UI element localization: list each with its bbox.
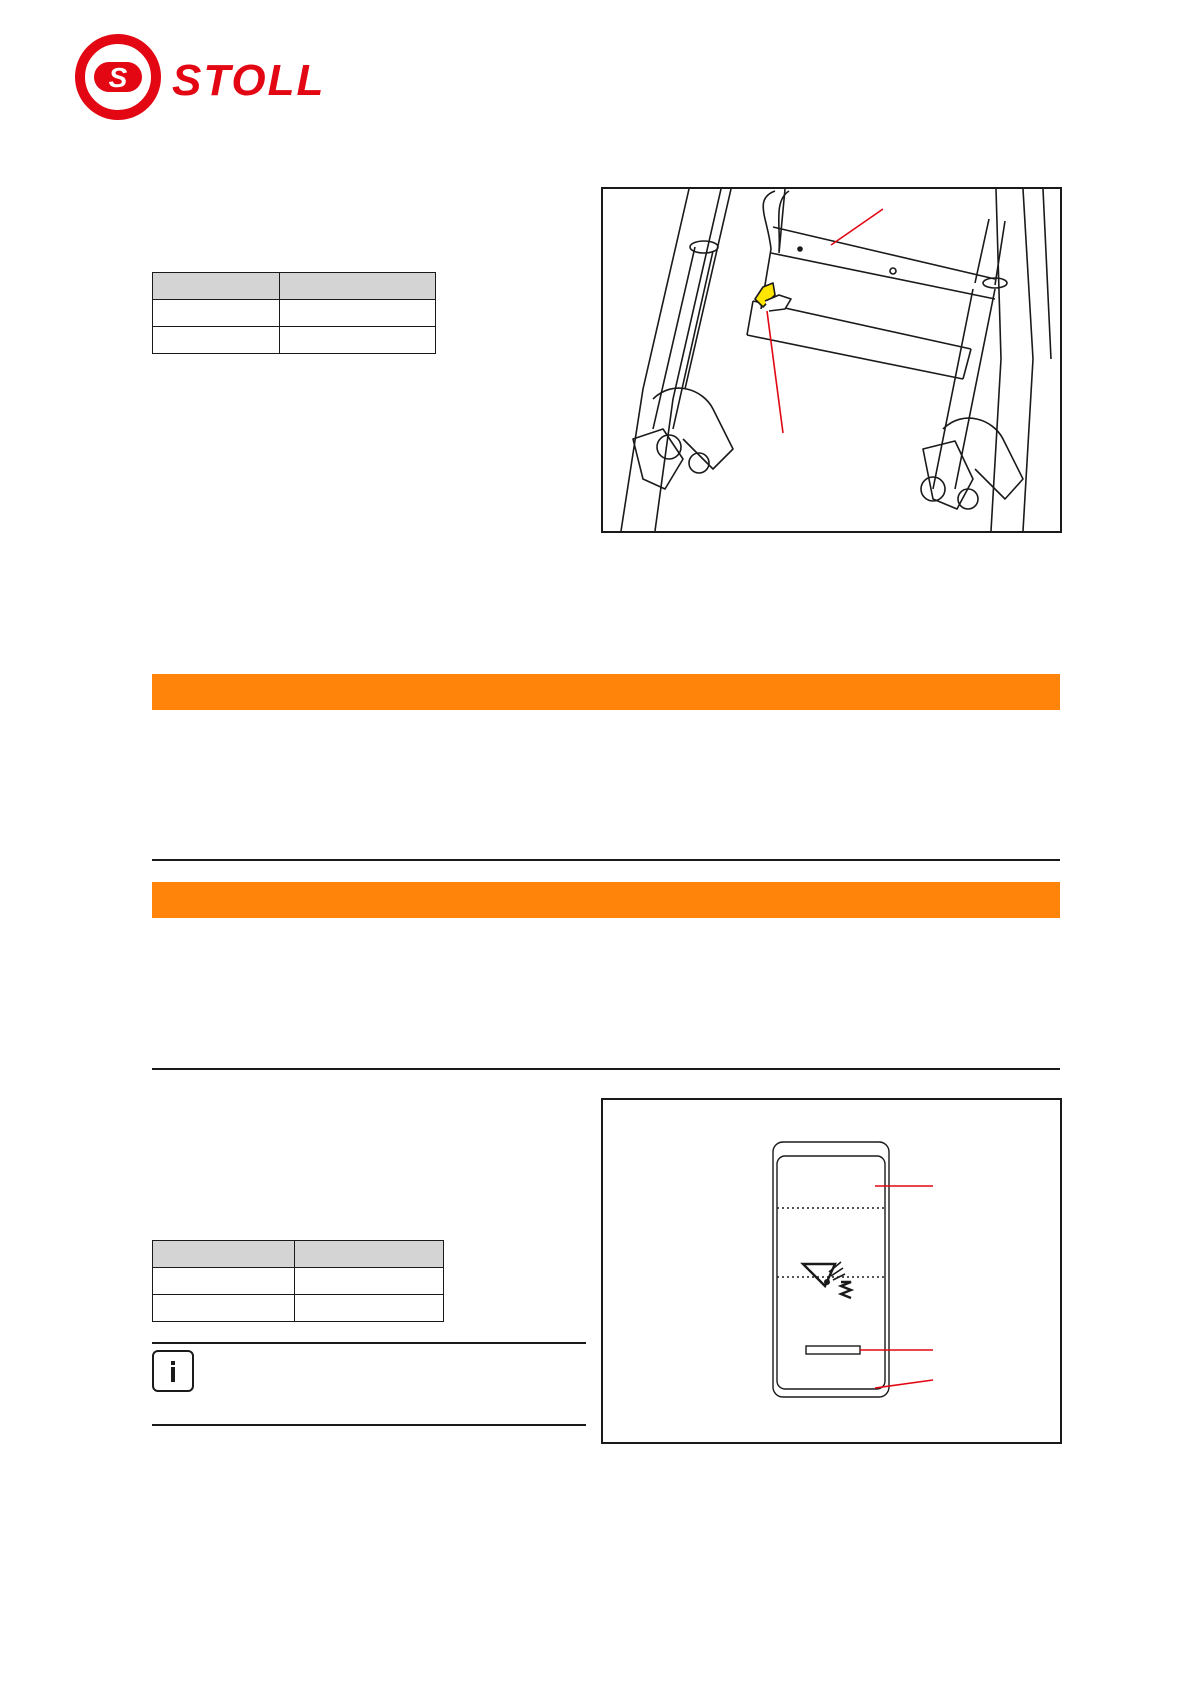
- table-cell: [280, 300, 436, 327]
- table-header-cell: [295, 1241, 444, 1268]
- info-icon: [152, 1350, 194, 1392]
- warning-divider: [152, 859, 1060, 861]
- table-cell: [153, 1295, 295, 1322]
- warning-text: [152, 720, 1060, 850]
- stoll-logo: [74, 33, 404, 121]
- warning-divider: [152, 1068, 1060, 1070]
- note-top-rule: [152, 1342, 586, 1344]
- figure-rocker-switch: [601, 1098, 1062, 1444]
- table-header-cell: [153, 1241, 295, 1268]
- implement-lock-spring-icon: [803, 1262, 851, 1298]
- warning-text: [152, 928, 1060, 1058]
- table-row: [153, 300, 436, 327]
- table-header-cell: [153, 273, 280, 300]
- table-row: [153, 327, 436, 354]
- table-header-cell: [280, 273, 436, 300]
- table-cell: [153, 327, 280, 354]
- spec-table-2: [152, 1240, 444, 1322]
- table-cell: [153, 300, 280, 327]
- info-icon-glyph: [154, 1352, 192, 1390]
- warning-bar: [152, 882, 1060, 918]
- table-row: [153, 1295, 444, 1322]
- svg-text:S: S: [108, 62, 128, 93]
- spec-table-1: [152, 272, 436, 354]
- rocker-switch-illustration: [603, 1100, 1060, 1442]
- table-cell: [295, 1268, 444, 1295]
- table-header-row: [153, 1241, 444, 1268]
- note-text: [206, 1352, 582, 1412]
- stoll-logo-graphic: [74, 33, 404, 121]
- svg-text:STOLL: STOLL: [172, 56, 326, 105]
- front-loader-crossbar-illustration: [603, 189, 1060, 531]
- table-row: [153, 1268, 444, 1295]
- table-cell: [280, 327, 436, 354]
- warning-bar: [152, 674, 1060, 710]
- figure-front-loader: [601, 187, 1062, 533]
- table-header-row: [153, 273, 436, 300]
- table-cell: [153, 1268, 295, 1295]
- note-bottom-rule: [152, 1424, 586, 1426]
- table-cell: [295, 1295, 444, 1322]
